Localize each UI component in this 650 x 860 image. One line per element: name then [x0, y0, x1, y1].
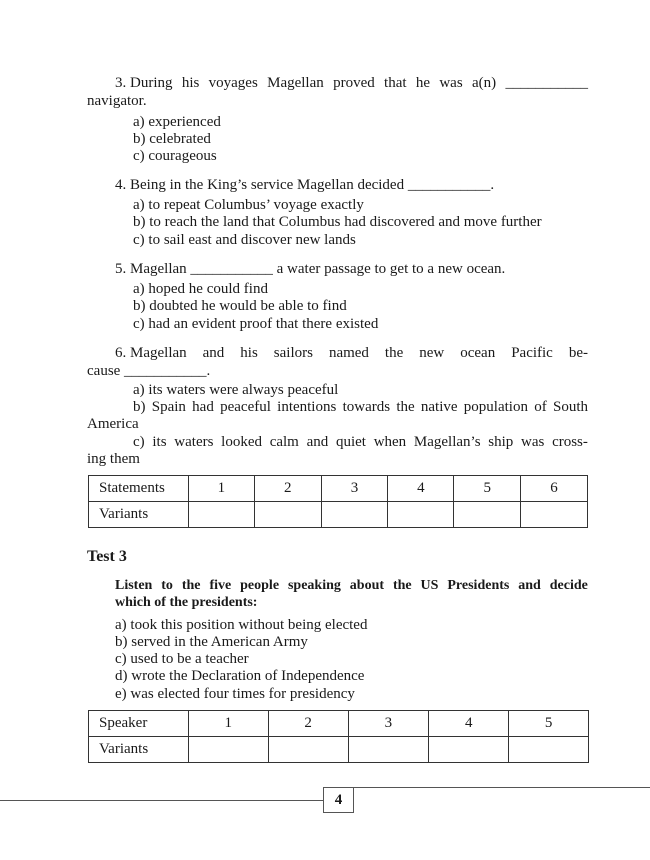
question-4-option-c: c) to sail east and discover new lands — [133, 232, 356, 248]
test-3-option-a: a) took this position without being elected — [115, 617, 368, 633]
question-3-line-1 — [115, 75, 588, 92]
table-row — [89, 476, 588, 502]
word: US — [420, 578, 439, 593]
word: five — [209, 578, 232, 593]
answer-cell[interactable] — [454, 502, 521, 528]
table-header-label: Speaker — [89, 711, 189, 737]
table-row-label: Variants — [89, 502, 189, 528]
test-3-option-c: c) used to be a teacher — [115, 651, 249, 667]
table-row-label: Variants — [89, 737, 189, 763]
answer-table-statements — [88, 475, 588, 528]
table-header-cell: 6 — [521, 476, 588, 502]
question-6-line-2: cause ___________. — [87, 363, 211, 379]
word: Listen — [115, 578, 153, 593]
word: about — [349, 578, 385, 593]
word: proved — [333, 75, 375, 91]
page-number: 4 — [323, 787, 354, 813]
word: calm — [269, 434, 299, 450]
table-header-label: Statements — [89, 476, 189, 502]
word: ship — [488, 434, 514, 450]
footer-rule-right — [354, 787, 650, 788]
question-5-option-c: c) had an evident proof that there existed — [133, 316, 379, 332]
word: sailors — [273, 345, 313, 361]
question-5-text: 5. Magellan ___________ a water passage to get to a new ocean. — [115, 261, 506, 277]
word: be- — [568, 345, 588, 361]
question-4-option-b: b) to reach the land that Columbus had discovered and move further — [133, 214, 542, 230]
table-header-cell: 5 — [454, 476, 521, 502]
word: ___________ — [505, 75, 588, 91]
word: Magellan’s — [413, 434, 481, 450]
word: new — [419, 345, 445, 361]
test-3-instruction-line-2: which of the presidents: — [115, 595, 258, 610]
word: named — [328, 345, 369, 361]
question-5-option-b: b) doubted he would be able to find — [133, 298, 347, 314]
answer-cell[interactable] — [188, 737, 268, 763]
question-6-line-1 — [115, 345, 588, 362]
table-header-cell: 4 — [388, 476, 454, 502]
test-3-option-e: e) was elected four times for presidency — [115, 686, 355, 702]
word: Presidents — [447, 578, 510, 593]
word: voyages — [208, 75, 258, 91]
word: was — [439, 75, 463, 91]
question-3-option-c: c) courageous — [133, 148, 217, 164]
table-header-cell: 1 — [188, 476, 254, 502]
question-4-text: 4. Being in the King’s service Magellan decided ___________. — [115, 177, 495, 193]
word: when — [373, 434, 407, 450]
table-row — [89, 737, 589, 763]
word: ocean — [460, 345, 496, 361]
word: and — [518, 578, 541, 593]
word: and — [202, 345, 225, 361]
word: a(n) — [471, 75, 497, 91]
word: to — [161, 578, 173, 593]
word: waters — [174, 434, 214, 450]
word: that — [384, 75, 407, 91]
word: 6. Magellan — [115, 345, 187, 361]
question-6-option-c-line-2: ing them — [87, 451, 140, 467]
word: the — [181, 578, 201, 593]
answer-table-speakers — [88, 710, 589, 763]
table-row — [89, 711, 589, 737]
question-5-option-a: a) hoped he could find — [133, 281, 268, 297]
table-header-cell: 2 — [268, 711, 348, 737]
question-6-option-b-line-2: America — [87, 416, 139, 432]
word: was — [521, 434, 545, 450]
word: he — [415, 75, 431, 91]
question-6-option-c-line-1 — [133, 434, 588, 451]
question-4-option-a: a) to repeat Columbus’ voyage exactly — [133, 197, 364, 213]
answer-cell[interactable] — [521, 502, 588, 528]
word: Pacific — [511, 345, 553, 361]
answer-cell[interactable] — [268, 737, 348, 763]
word: his — [240, 345, 258, 361]
footer-rule-left — [0, 800, 323, 801]
word: c) — [133, 434, 145, 450]
word: decide — [549, 578, 588, 593]
word: looked — [221, 434, 262, 450]
answer-cell[interactable] — [321, 502, 388, 528]
answer-cell[interactable] — [348, 737, 429, 763]
answer-cell[interactable] — [254, 502, 321, 528]
table-header-cell: 1 — [188, 711, 268, 737]
test-3-option-d: d) wrote the Declaration of Independence — [115, 668, 365, 684]
table-header-cell: 3 — [321, 476, 388, 502]
table-header-cell: 3 — [348, 711, 429, 737]
word: speaking — [287, 578, 341, 593]
word: cross- — [552, 434, 588, 450]
answer-cell[interactable] — [388, 502, 454, 528]
word: its — [152, 434, 167, 450]
answer-cell[interactable] — [509, 737, 589, 763]
word: people — [240, 578, 280, 593]
test-3-option-b: b) served in the American Army — [115, 634, 308, 650]
answer-cell[interactable] — [188, 502, 254, 528]
question-6-option-a: a) its waters were always peaceful — [133, 382, 339, 398]
word: quiet — [335, 434, 366, 450]
word: and — [306, 434, 329, 450]
word: the — [384, 345, 404, 361]
question-3-option-a: a) experienced — [133, 114, 221, 130]
word: 3. During — [115, 75, 173, 91]
answer-cell[interactable] — [429, 737, 509, 763]
test-3-title: Test 3 — [87, 548, 127, 565]
table-header-cell: 2 — [254, 476, 321, 502]
question-6-option-b-line-1: b) Spain had peaceful intentions towards the native population of South — [133, 399, 588, 415]
table-header-cell: 4 — [429, 711, 509, 737]
question-3-option-b: b) celebrated — [133, 131, 211, 147]
question-3-line-2: navigator. — [87, 93, 147, 109]
word: Magellan — [267, 75, 324, 91]
word: the — [392, 578, 412, 593]
table-row — [89, 502, 588, 528]
word: his — [181, 75, 200, 91]
table-header-cell: 5 — [509, 711, 589, 737]
test-3-instruction-line-1 — [115, 577, 588, 594]
